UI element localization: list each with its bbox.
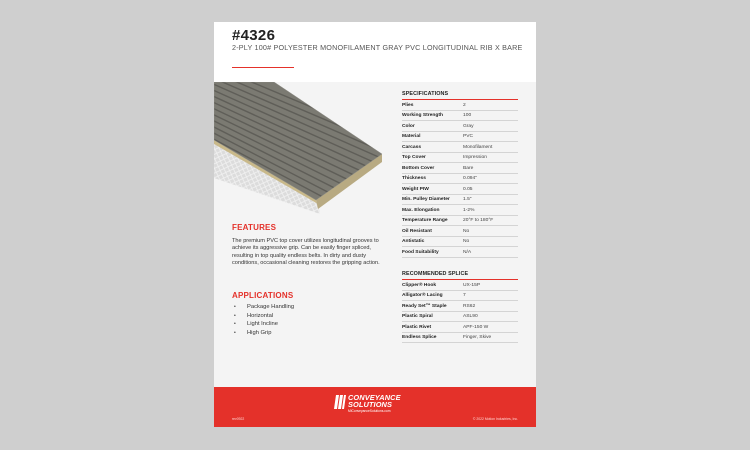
features-heading: FEATURES [232,223,277,232]
spec-label: Weight PIW [402,186,429,192]
spec-value: 20°F to 180°F [463,218,494,223]
spec-label: Working Strength [402,113,443,118]
spec-label: Min. Pulley Diameter [402,197,450,202]
spec-row [402,153,518,164]
spec-value: N/A [463,249,472,255]
specifications-table [402,100,518,258]
application-item: • Horizontal [234,312,294,321]
features-text: The premium PVC top cover utilizes longitudinal grooves to achieve its aggressive grip. Can be easily finger spliced, resulting in top quality endless belts. In dirty and dusty conditions, occasional cleaning restores the gripping action. [232,238,380,266]
splice-label: Ready Set™ Staple [402,303,447,309]
splice-row [402,322,518,333]
logo-text [348,395,401,408]
website-url: MiConveyanceSolutions.com [348,409,391,413]
spec-row [402,174,518,185]
splice-row [402,291,518,302]
spec-label: Thickness [402,176,426,181]
spec-row [402,163,518,174]
sheet-header [214,22,536,82]
spec-label: Carcass [402,144,422,150]
application-item: • Package Handling [234,303,294,312]
logo-line2: SOLUTIONS [348,399,393,409]
belt-product-image [214,82,384,237]
spec-label: Food Suitability [402,249,439,255]
copyright: © 2022 Motion Industries, Inc. [472,417,518,421]
spec-value: 1.5" [463,197,472,202]
splice-value: UX-15P [463,282,481,288]
spec-sheet [214,22,536,427]
spec-label: Top Cover [402,155,426,160]
splice-value: 7 [463,293,466,298]
product-subtitle: 2-PLY 100# POLYESTER MONOFILAMENT GRAY PVC LONGITUDINAL RIB X BARE [232,43,523,52]
spec-row [402,184,518,195]
spec-value: 100 [463,113,472,118]
spec-value: 0.094" [463,176,477,181]
spec-label: Color [402,123,415,129]
splice-label: Plastic Spiral [402,314,433,319]
spec-value: Monofilament [463,144,493,150]
spec-label: Max. Elongation [402,207,440,213]
splice-row [402,312,518,323]
specifications-heading: SPECIFICATIONS [402,91,449,97]
title-divider [232,67,294,68]
spec-value: Impression [463,155,487,160]
spec-row [402,195,518,206]
spec-label: Plies [402,102,414,108]
splice-row [402,333,518,344]
spec-row [402,226,518,237]
splice-row [402,280,518,291]
application-item: • Light Incline [234,320,294,329]
spec-row [402,247,518,258]
spec-row [402,132,518,143]
spec-value: 0.05 [463,186,473,192]
splice-row [402,301,518,312]
spec-label: Material [402,134,421,139]
splice-label: Clipper® Hook [402,282,437,288]
spec-value: No [463,228,470,234]
splice-label: Alligator® Lacing [402,293,443,298]
spec-value: PVC [463,134,474,139]
splice-heading: RECOMMENDED SPLICE [402,271,469,277]
splice-value: ASL90 [463,314,478,319]
applications-list [234,303,294,337]
spec-value: 2 [463,102,466,108]
spec-row [402,237,518,248]
splice-value: APF-150 W [463,324,489,330]
spec-value: No [463,239,470,244]
logo-line1: CONVEYANCE [348,393,401,402]
splice-label: Plastic Rivet [402,324,432,330]
spec-row [402,121,518,132]
splice-value: RS62 [463,303,476,309]
splice-value: Finger, Skive [463,335,492,340]
revision-note: rev0922 [232,417,245,421]
spec-label: Bottom Cover [402,165,435,171]
spec-label: Antistatic [402,239,425,244]
spec-label: Oil Resistant [402,228,432,234]
spec-value: 1-2% [463,207,475,213]
applications-heading: APPLICATIONS [232,291,294,300]
splice-table [402,280,518,343]
splice-label: Endless Splice [402,335,437,340]
sheet-footer [214,387,536,427]
spec-label: Temperature Range [402,218,448,223]
spec-row [402,205,518,216]
application-item: • High Grip [234,329,294,338]
spec-value: Gray [463,123,474,129]
spec-row [402,111,518,122]
spec-value: Bare [463,165,474,171]
spec-row [402,142,518,153]
conveyance-solutions-logo [334,394,420,418]
mi-mark-icon [334,395,346,409]
spec-row [402,216,518,227]
spec-row [402,100,518,111]
product-number: #4326 [232,27,276,44]
